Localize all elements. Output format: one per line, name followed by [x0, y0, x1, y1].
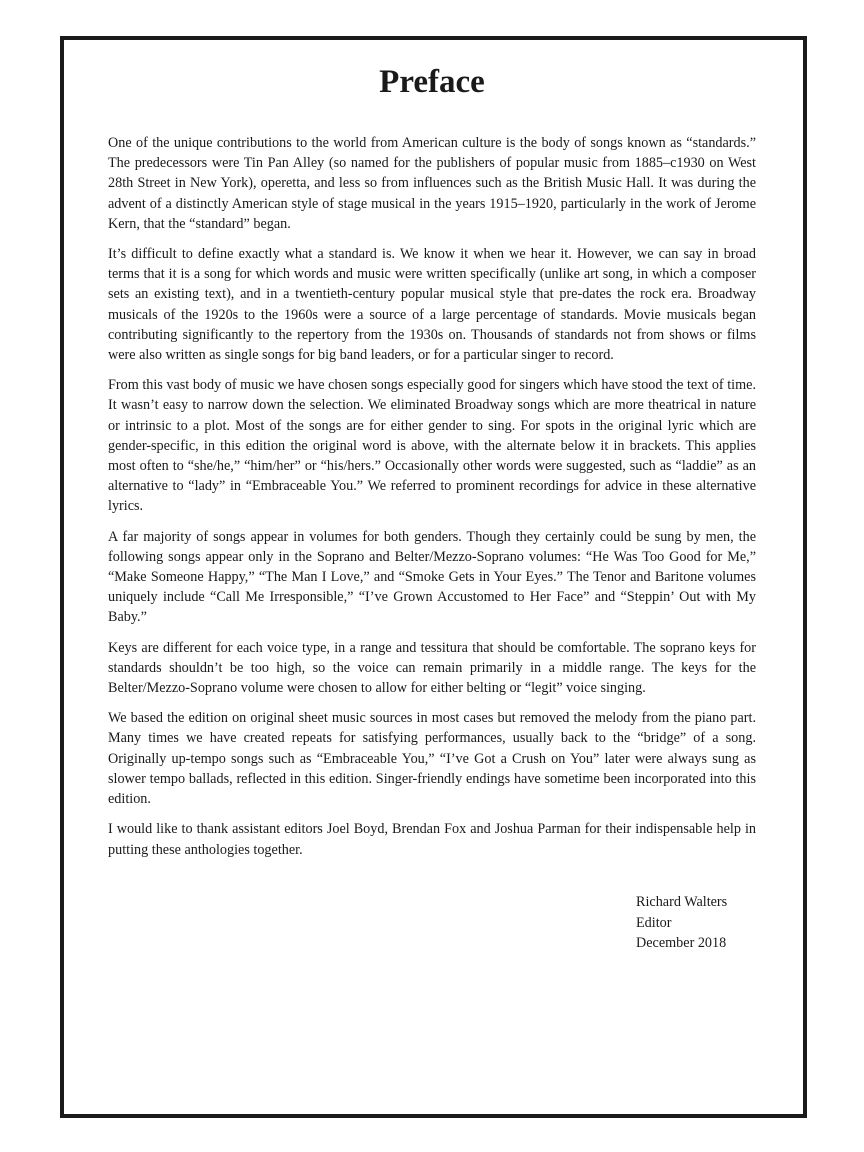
preface-body [108, 133, 756, 870]
paragraph-acknowledgements: I would like to thank assistant editors Joel Boyd, Brendan Fox and Joshua Parman for their indispensable help in putting these anthologies together. [108, 821, 756, 858]
paragraph-keys: Keys are different for each voice type, in a range and tessitura that should be comfortable. The soprano keys for standards shouldn’t be too high, so the voice can remain primarily in a middle range. The keys for the Belter/Mezzo-Soprano volume were chosen to allow for either belting or “legit” voice singing. [108, 639, 756, 697]
paragraph-volumes-genders: A far majority of songs appear in volumes for both genders. Though they certainly could be sung by men, the following songs appear only in the Soprano and Belter/Mezzo-Soprano volumes: “He Was Too Good for Me,” “Make Someone Happy,” “The Man I Love,” and “Smoke Gets in Your Eyes.” The Tenor and Baritone volumes uniquely include “Call Me Irresponsible,” “I’ve Grown Accustomed to Her Face” and “Steppin’ Out with My Baby.” [108, 528, 756, 626]
paragraph-standard-definition: It’s difficult to define exactly what a standard is. We know it when we hear it. However, we can say in broad terms that it is a song for which words and music were written specifically (unlike art song, in which a composer sets an existing text), and in a twentieth-century popular musical style that pre-dates the rock era. Broadway musicals of the 1920s to the 1960s were a source of a large percentage of standards. Movie musicals began contributing significantly to the repertory from the 1930s on. Thousands of standards not from shows or films were also written as single songs for big band leaders, or for a particular singer to record. [108, 246, 756, 364]
page-title: Preface [379, 64, 485, 100]
signature-name: Richard Walters [636, 894, 728, 910]
signature-block [636, 892, 786, 954]
paragraph-standards-origin: One of the unique contributions to the world from American culture is the body of songs known as “standards.” The predecessors were Tin Pan Alley (so named for the publishers of popular music from 1885–c1930 on West 28th Street in New York), operetta, and less so from influences such as the British Music Hall. It was during the advent of a distinctly American style of stage musical in the years 1915–1920, particularly in the work of Jerome Kern, that the “standard” began. [108, 135, 756, 232]
signature-role: Editor [636, 914, 672, 931]
paragraph-edition-sources: We based the edition on original sheet music sources in most cases but removed the melody from the piano part. Many times we have created repeats for satisfying performances, usually back to the “bridge” of a song. Originally up-tempo songs such as “Embraceable You,” “I’ve Got a Crush on You” later were always sung as slower tempo ballads, reflected in this edition. Singer-friendly endings have sometime been incorporated into this edition. [108, 710, 756, 808]
signature-date: December 2018 [636, 935, 727, 951]
paragraph-song-selection: From this vast body of music we have chosen songs especially good for singers which have stood the text of time. It wasn’t easy to narrow down the selection. We eliminated Broadway songs which are more theatrical in nature or intrinsic to a plot. Most of the songs are for either gender to sing. For spots in the original lyric which are gender-specific, in this edition the original word is above, with the alternate below it in brackets. This applies most often to “she/he,” “him/her” or “his/hers.” Occasionally other words were suggested, such as “laddie” as an alternative to “lady” in “Embraceable You.” We referred to prominent recordings for advice in these alternative lyrics. [108, 377, 756, 515]
